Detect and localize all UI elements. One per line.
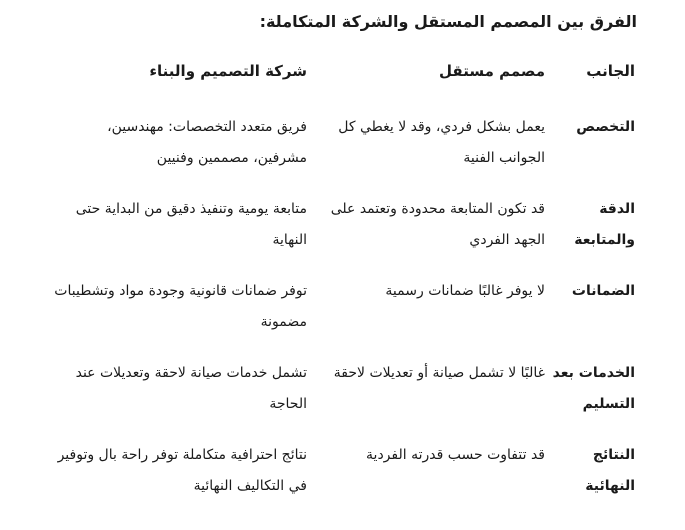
column-header-independent-designer: مصمم مستقل <box>439 62 545 80</box>
independent-designer-cell: قد تتفاوت حسب قدرته الفردية <box>366 447 545 463</box>
company-cell: متابعة يومية وتنفيذ دقيق من البداية حتى النهاية <box>75 201 307 248</box>
independent-designer-cell: غالبًا لا تشمل صيانة أو تعديلات لاحقة <box>333 365 545 381</box>
aspect-cell: النتائج النهائية <box>585 447 635 494</box>
table-row <box>45 358 635 440</box>
company-cell: نتائج احترافية متكاملة توفر راحة بال وتوفير في التكاليف النهائية <box>57 447 307 494</box>
aspect-cell: الخدمات بعد التسليم <box>552 365 635 412</box>
independent-designer-cell: يعمل بشكل فردي، وقد لا يغطي كل الجوانب الفنية <box>338 119 545 166</box>
table-row <box>45 112 635 194</box>
column-header-aspect: الجانب <box>586 62 635 80</box>
table-row <box>45 194 635 276</box>
aspect-cell: الضمانات <box>571 283 635 299</box>
aspect-cell: الدقة والمتابعة <box>574 201 635 248</box>
company-cell: توفر ضمانات قانونية وجودة مواد وتشطيبات مضمونة <box>54 283 307 330</box>
table-header-row <box>45 58 635 112</box>
column-header-design-build-company: شركة التصميم والبناء <box>149 62 307 80</box>
company-cell: تشمل خدمات صيانة لاحقة وتعديلات عند الحاجة <box>75 365 307 412</box>
aspect-cell: التخصص <box>576 119 635 135</box>
table-row <box>45 440 635 522</box>
table-row <box>45 276 635 358</box>
independent-designer-cell: لا يوفر غالبًا ضمانات رسمية <box>385 283 545 299</box>
comparison-table <box>45 58 635 522</box>
company-cell: فريق متعدد التخصصات: مهندسين، مشرفين، مصممين وفنيين <box>107 119 307 166</box>
independent-designer-cell: قد تكون المتابعة محدودة وتعتمد على الجهد الفردي <box>330 201 545 248</box>
page-title: الفرق بين المصمم المستقل والشركة المتكاملة: <box>259 12 637 31</box>
